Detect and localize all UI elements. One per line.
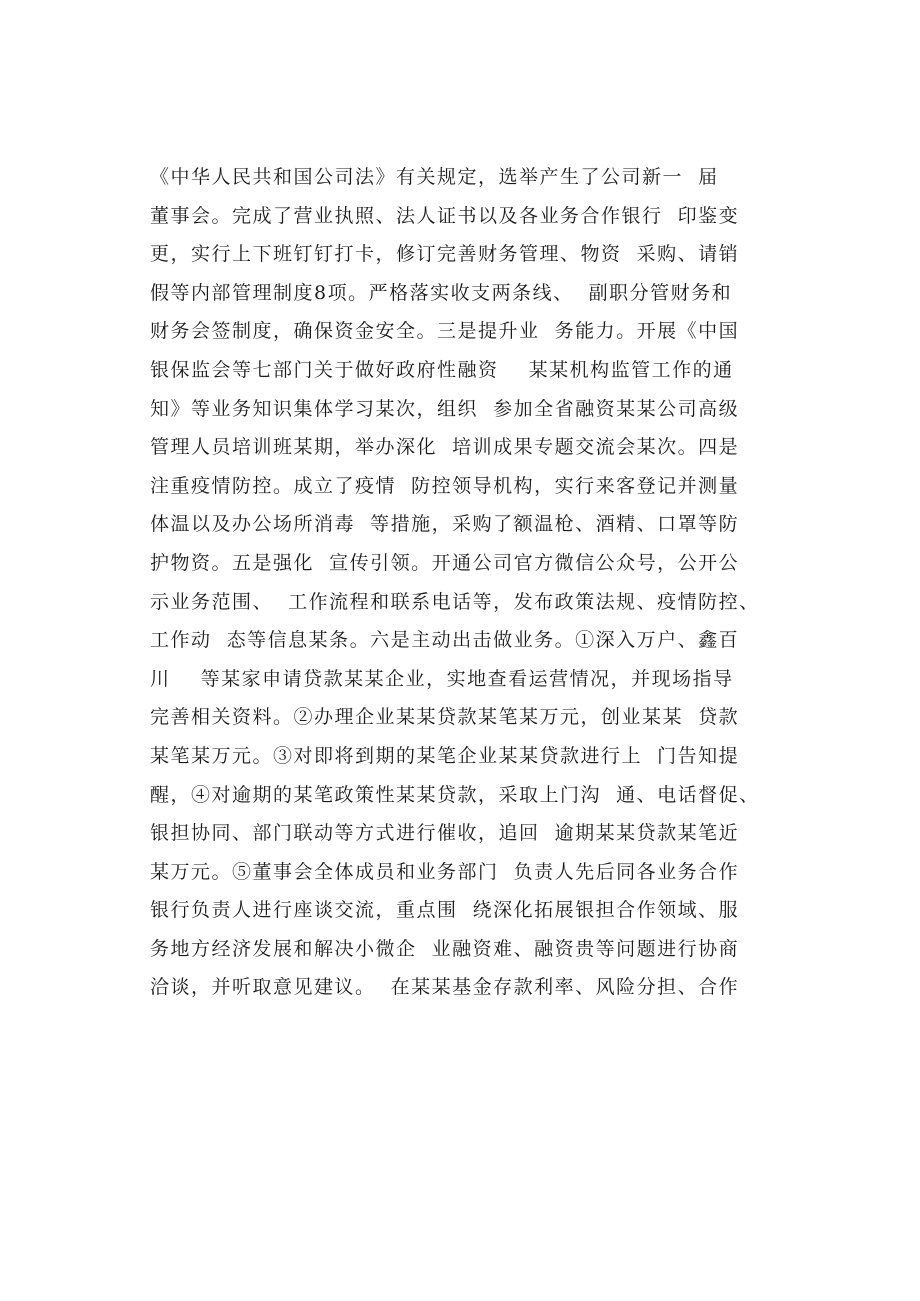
text-line: 工作动 态等信息某条。六是主动出击做业务。①深入万户、鑫百: [150, 629, 740, 652]
text-line: 财务会签制度，确保资金安全。三是提升业 务能力。开展《中国: [150, 320, 740, 343]
text-line: 完善相关资料。②办理企业某某贷款某笔某万元，创业某某 贷款: [150, 706, 740, 729]
body-text: [150, 158, 810, 1007]
text-line: 银担协同、部门联动等方式进行催收，追回 逾期某某贷款某笔近: [150, 822, 740, 845]
text-line: 护物资。五是强化 宣传引领。开通公司官方微信公众号，公开公: [150, 551, 740, 574]
text-line: 川 等某家申请贷款某某企业，实地查看运营情况，并现场指导: [150, 667, 734, 690]
text-line: 假等内部管理制度8项。严格落实收支两条线、 副职分管财务和: [150, 281, 733, 304]
text-line: 银保监会等七部门关于做好政府性融资 某某机构监管工作的通: [150, 358, 734, 381]
text-line: 管理人员培训班某期，举办深化 培训成果专题交流会某次。四是: [150, 436, 740, 459]
text-line: 注重疫情防控。成立了疫情 防控领导机构，实行来客登记并测量: [150, 474, 740, 497]
text-line: 银行负责人进行座谈交流，重点围 绕深化拓展银担合作领域、服: [150, 899, 740, 922]
text-line: 某笔某万元。③对即将到期的某笔企业某某贷款进行上 门告知提: [150, 744, 740, 767]
text-line: 务地方经济发展和解决小微企 业融资难、融资贵等问题进行协商: [150, 937, 740, 960]
text-line: 《中华人民共和国公司法》有关规定，选举产生了公司新一 届: [150, 166, 719, 188]
text-line: 示业务范围、 工作流程和联系电话等，发布政策法规、疫情防控、: [150, 590, 760, 613]
text-line: 某万元。⑤董事会全体成员和业务部门 负责人先后同各业务合作: [150, 860, 740, 883]
text-line: 更，实行上下班钉钉打卡，修订完善财务管理、物资 采购、请销: [150, 243, 740, 266]
text-line: 洽谈，并听取意见建议。 在某某基金存款利率、风险分担、合作: [150, 976, 740, 999]
text-line: 董事会。完成了营业执照、法人证书以及各业务合作银行 印鉴变: [150, 204, 740, 227]
text-line: 醒，④对逾期的某笔政策性某某贷款，采取上门沟 通、电话督促、: [150, 783, 760, 806]
text-line: 体温以及办公场所消毒 等措施，采购了额温枪、酒精、口罩等防: [150, 513, 740, 536]
text-line: 知》等业务知识集体学习某次，组织 参加全省融资某某公司高级: [150, 397, 740, 420]
